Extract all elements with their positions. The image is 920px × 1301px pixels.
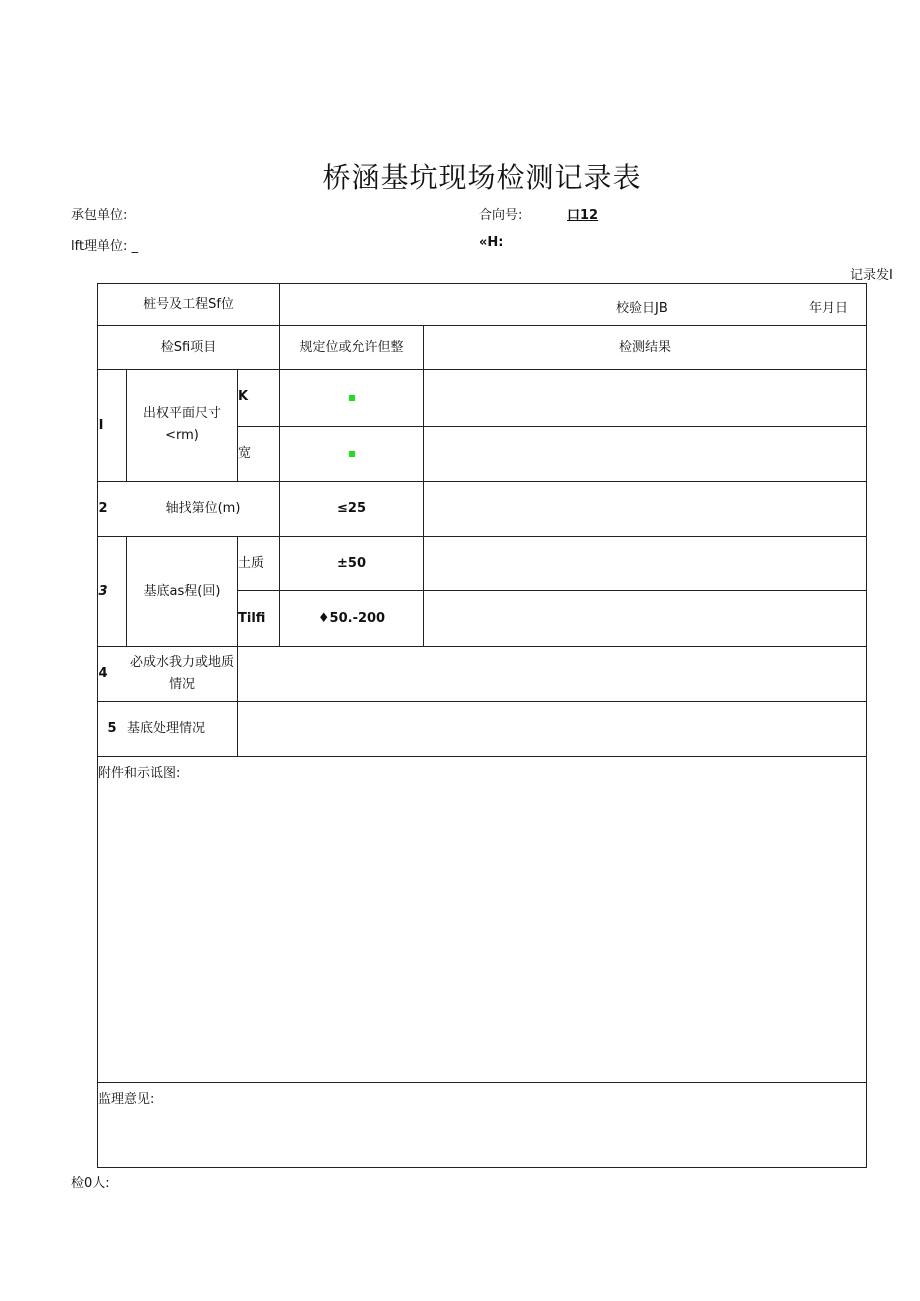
spec-header: 规定位或允许但整	[299, 339, 404, 355]
row-1-name: 出权平面尺寸<rm)	[142, 406, 221, 443]
result-header: 检测结果	[618, 339, 671, 355]
row-1-sub-length: K	[238, 389, 249, 404]
date-label: 年月日	[809, 301, 849, 316]
row-3-number: 3	[98, 583, 108, 599]
row-3-spec-soil: ±50	[337, 555, 366, 571]
inspector-label: 检0人:	[71, 1176, 110, 1191]
row-5-number: 5	[107, 721, 117, 736]
row-1-number: I	[98, 417, 104, 433]
number-label: «H:	[479, 235, 504, 250]
row-4-name: 必成水我力或地质情况	[129, 655, 234, 692]
attachment-label: 附件和示诋图:	[98, 766, 181, 781]
contractor-label: 承包单位:	[71, 208, 128, 223]
record-label: 记录发I	[850, 268, 893, 283]
row-3-sub-rock: Tilfi	[238, 610, 266, 626]
row-2-spec: ≤25	[337, 501, 366, 516]
row-5-name: 基底处理情况	[127, 721, 206, 736]
row-2-name: 轴找第位(m)	[165, 501, 241, 516]
row-3-name: 基底as程(回)	[143, 583, 221, 599]
row-1-sub-width: 宽	[238, 446, 252, 461]
row-3-spec-rock: ♦50.-200	[317, 610, 386, 626]
contract-no-label: 合向号:	[479, 208, 523, 223]
item-header: 检Sfi项目	[160, 339, 217, 355]
check-date-label: 校验日JB	[616, 301, 668, 316]
row-2-number: 2	[98, 501, 108, 516]
station-label: 桩号及工程Sf位	[143, 296, 234, 312]
row-3-sub-soil: 土质	[238, 555, 265, 571]
green-marker-icon	[349, 451, 355, 457]
opinion-label: 监理意见:	[98, 1092, 155, 1107]
green-marker-icon	[349, 395, 355, 401]
supervisor-label: lft理单位: _	[71, 239, 139, 254]
page-title: 桥涵基坑现场检测记录表	[322, 161, 642, 194]
contract-no-value: 口12	[567, 208, 599, 223]
row-4-number: 4	[98, 666, 108, 681]
